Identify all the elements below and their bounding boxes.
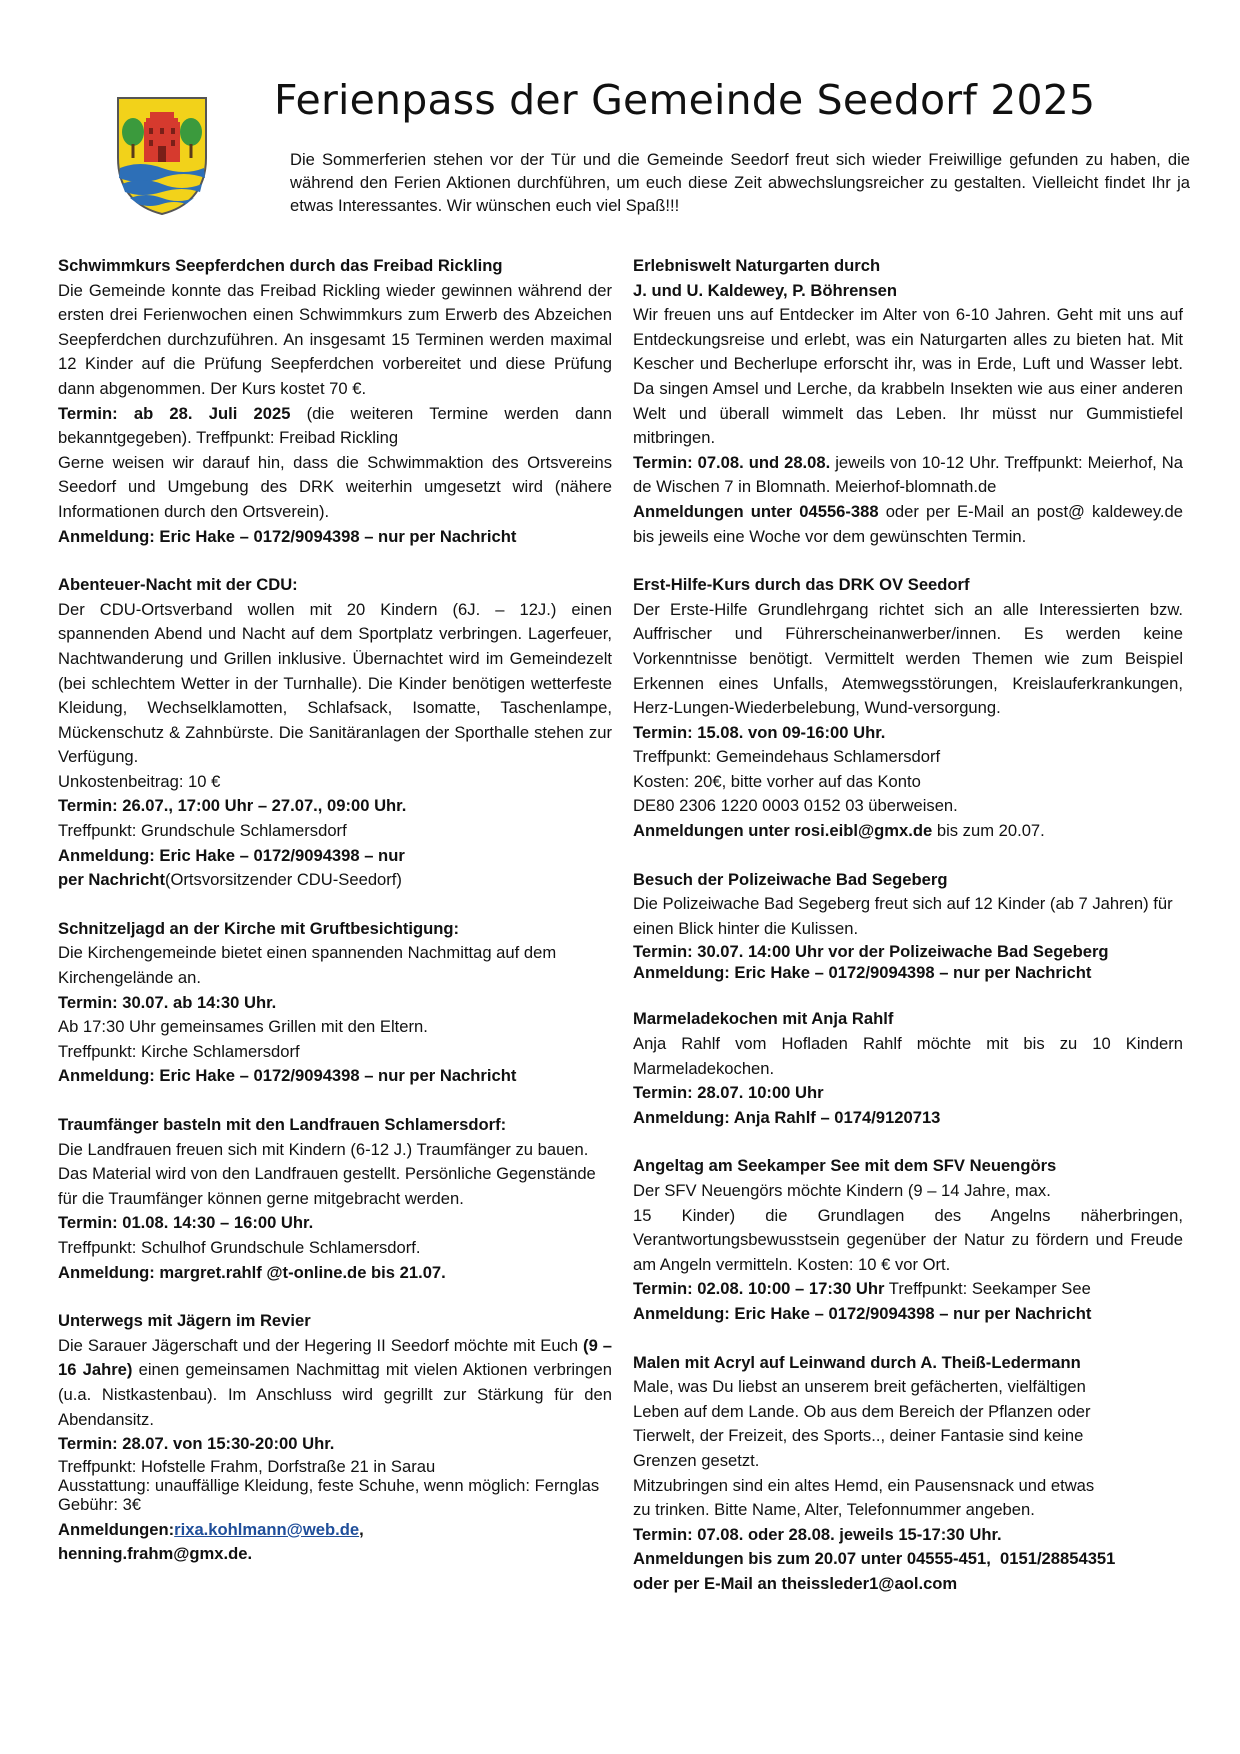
event-anmeldung-cont: oder per E-Mail an theissleder1@aol.com [633, 1573, 958, 1593]
event-abenteuer-nacht [58, 573, 612, 893]
event-anmeldung: Anmeldung: Anja Rahlf – 0174/9120713 [633, 1107, 941, 1127]
event-schwimmkurs [58, 254, 612, 549]
event-anmeldung-email: henning.frahm@gmx.de. [58, 1544, 253, 1564]
event-description: Der Erste-Hilfe Grundlehrgang richtet sich an alle Interessierten bzw. Auffrischer und Führerscheinanwerber/innen. Es werden keine Vorkenntnisse benötigt. Vermittelt werden Themen wie zum Beispiel Erkennen eines Unfalls, Atemwegsstörungen, Kreislauferkrankungen, Herz-Lungen-Wiederbelebung, Wund-versorgung. [633, 599, 1183, 718]
anmeldung-label: Anmeldungen: [58, 1519, 175, 1539]
termin-treffpunkt: Treffpunkt: Seekamper See [884, 1279, 1091, 1299]
event-description: Die Kirchengemeinde bietet einen spannenden Nachmittag auf dem Kirchengelände an. [58, 943, 557, 988]
event-anmeldung [58, 1518, 612, 1543]
event-line: zu trinken. Bitte Name, Alter, Telefonnummer angeben. [633, 1500, 1035, 1520]
event-gebuehr: Gebühr: 3€ [58, 1494, 142, 1514]
event-title: Traumfänger basteln mit den Landfrauen Schlamersdorf: [58, 1115, 507, 1134]
event-title: Malen mit Acryl auf Leinwand durch A. Theiß-Ledermann [633, 1352, 1081, 1372]
termin-label: Termin: 07.08. und 28.08. [633, 452, 831, 472]
event-kosten: Unkostenbeitrag: 10 € [58, 771, 221, 791]
event-description [58, 1334, 612, 1432]
event-description: Die Polizeiwache Bad Segeberg freut sich auf 12 Kinder (ab 7 Jahren) für einen Blick hinter die Kulissen. [633, 894, 1173, 938]
event-description: Anja Rahlf vom Hofladen Rahlf möchte mit bis zu 10 Kindern Marmeladekochen. [633, 1034, 1183, 1078]
event-anmeldung [633, 500, 1183, 549]
event-description: Der CDU-Ortsverband wollen mit 20 Kindern (6J. – 12J.) einen spannenden Abend und Nacht auf dem Sportplatz verbringen. Lagerfeuer, Nachtwanderung und Grillen inklusive. Übernachtet wird im Gemeindezelt (bei schlechtem Wetter in der Turnhalle). Die Kinder benötigen wetterfeste Kleidung, Wechselklamotten, Schlafsack, Isomatte, Taschenlampe, Mückenschutz & Zahnbürste. Die Sanitäranlagen der Sporthalle stehen zur Verfügung. [58, 599, 612, 767]
event-termin: Termin: 30.07. 14:00 Uhr vor der Polizeiwache Bad Segeberg [633, 942, 1109, 962]
event-title: Schnitzeljagd an der Kirche mit Gruftbesichtigung: [58, 918, 460, 938]
event-line: Grenzen gesetzt. [633, 1450, 760, 1470]
termin-label: Termin: ab 28. Juli 2025 [58, 403, 291, 423]
event-naturgarten [633, 254, 1183, 549]
event-termin [633, 1277, 1183, 1302]
anmeldung-details: oder per E-Mail an post@ kaldewey.de bis jeweils eine Woche vor dem gewünschten Termin. [633, 501, 1183, 546]
event-termin [58, 402, 612, 451]
termin-label: Termin: 02.08. 10:00 – 17:30 Uhr [633, 1279, 885, 1299]
event-line: Tierwelt, der Freizeit, des Sports.., deiner Fantasie sind keine [633, 1426, 1084, 1446]
event-termin: Termin: 15.08. von 09-16:00 Uhr. [633, 722, 886, 742]
event-title: Schwimmkurs Seepferdchen durch das Freibad Rickling [58, 256, 503, 275]
email-link[interactable]: rixa.kohlmann@web.de [174, 1519, 360, 1539]
page-title: Ferienpass der Gemeinde Seedorf 2025 [274, 76, 1096, 124]
anmeldung-bold: Anmeldungen unter 04556-388 [633, 501, 879, 521]
event-title: Marmeladekochen mit Anja Rahlf [633, 1009, 894, 1029]
event-termin [633, 451, 1183, 500]
event-note: Ab 17:30 Uhr gemeinsames Grillen mit den Eltern. [58, 1017, 428, 1037]
left-column [58, 254, 612, 1591]
event-polizeiwache [633, 868, 1183, 984]
event-anmeldung: Anmeldungen bis zum 20.07 unter 04555-451, 0151/28854351 [633, 1549, 1116, 1569]
event-anmeldung: Anmeldung: Eric Hake – 0172/9094398 – nur [58, 845, 405, 865]
event-malen [633, 1351, 1183, 1597]
event-line: Male, was Du liebst an unserem breit gefächerten, vielfältigen [633, 1377, 1086, 1397]
event-termin: Termin: 28.07. 10:00 Uhr [633, 1083, 824, 1103]
event-title: Unterwegs mit Jägern im Revier [58, 1311, 311, 1331]
event-description: Die Landfrauen freuen sich mit Kindern (6-12 J.) Traumfänger zu bauen. Das Material wird von den Landfrauen gestellt. Persönliche Gegenstände für die Traumfänger können gerne mitgebracht werden. [58, 1139, 596, 1208]
event-termin: Termin: 26.07., 17:00 Uhr – 27.07., 09:00 Uhr. [58, 796, 407, 816]
event-treffpunkt: Treffpunkt: Grundschule Schlamersdorf [58, 821, 347, 841]
event-title: Angeltag am Seekamper See mit dem SFV Neuengörs [633, 1156, 1057, 1176]
event-termin: Termin: 01.08. 14:30 – 16:00 Uhr. [58, 1213, 314, 1233]
event-title: Erlebniswelt Naturgarten durch [633, 256, 881, 275]
event-iban: DE80 2306 1220 0003 0152 03 überweisen. [633, 796, 958, 816]
event-description: Wir freuen uns auf Entdecker im Alter von 6-10 Jahren. Geht mit uns auf Entdeckungsreise und erlebt, was ein Naturgarten alles zu bieten hat. Mit Kescher und Becherlupe erforscht ihr, was in Erde, Luft und Wasser lebt. Da singen Amsel und Lerche, da krabbeln Insekten wie aus einer anderen Welt und überall wimmelt das Leben. Ihr müsst nur Gummistiefel mitbringen. [633, 305, 1183, 448]
event-note: Gerne weisen wir darauf hin, dass die Schwimmaktion des Ortsvereins Seedorf und Umgebung des DRK weiterhin umgesetzt wird (nähere Informationen durch den Ortsverein). [58, 452, 612, 521]
event-anmeldung-cont [58, 868, 612, 893]
event-title: Abenteuer-Nacht mit der CDU: [58, 575, 298, 595]
age-range: (9 – 16 Jahre) [58, 1335, 612, 1380]
event-kosten: Kosten: 20€, bitte vorher auf das Konto [633, 771, 921, 791]
event-traumfaenger [58, 1113, 612, 1285]
event-treffpunkt: Treffpunkt: Kirche Schlamersdorf [58, 1041, 300, 1061]
event-description: Der SFV Neuengörs möchte Kindern (9 – 14 Jahre, max. [633, 1181, 1051, 1200]
anmeldung-deadline: bis zum 20.07. [932, 821, 1045, 841]
event-erste-hilfe [633, 573, 1183, 844]
event-anmeldung: Anmeldung: Eric Hake – 0172/9094398 – nur per Nachricht [633, 1303, 1092, 1323]
event-termin: Termin: 30.07. ab 14:30 Uhr. [58, 992, 277, 1012]
event-jaeger [58, 1309, 612, 1567]
termin-details: (die weiteren Termine werden dann bekanntgegeben). Treffpunkt: Freibad Rickling [58, 403, 612, 448]
event-treffpunkt: Treffpunkt: Gemeindehaus Schlamersdorf [633, 747, 941, 767]
termin-details: jeweils von 10-12 Uhr. Treffpunkt: Meierhof, Na de Wischen 7 in Blomnath. Meierhof-blomnath.de [633, 452, 1183, 497]
event-schnitzeljagd [58, 917, 612, 1089]
event-anmeldung: Anmeldung: Eric Hake – 0172/9094398 – nur per Nachricht [58, 526, 517, 546]
event-description: Die Gemeinde konnte das Freibad Rickling wieder gewinnen während der ersten drei Ferienwochen einen Schwimmkurs zum Erwerb des Abzeichen Seepferdchen durchzuführen. An insgesamt 15 Terminen werden maximal 12 Kinder auf die Prüfung Seepferdchen vorbereitet und diese Prüfung dann abgenommen. Der Kurs kostet 70 €. [58, 280, 612, 398]
description-part: einen gemeinsamen Nachmittag mit vielen Aktionen verbringen (u.a. Nistkastenbau). Im Anschluss wird gegrillt zur Stärkung für den Abendansitz. [58, 1360, 613, 1429]
event-description-cont: 15 Kinder) die Grundlagen des Angelns näherbringen, Verantwortungsbewusstsein gegenüber der Natur zu fördern und Freude am Angeln vermitteln. Kosten: 10 € vor Ort. [633, 1205, 1183, 1274]
event-anmeldung: Anmeldung: margret.rahlf @t-online.de bis 21.07. [58, 1262, 446, 1282]
comma: , [359, 1519, 364, 1539]
event-title: Besuch der Polizeiwache Bad Segeberg [633, 869, 948, 889]
event-anmeldung: Anmeldung: Eric Hake – 0172/9094398 – nur per Nachricht [58, 1066, 517, 1086]
right-column [633, 254, 1183, 1621]
event-treffpunkt: Treffpunkt: Hofstelle Frahm, Dorfstraße 21 in Sarau [58, 1456, 436, 1476]
seedorf-crest-icon [116, 96, 208, 216]
event-termin: Termin: 07.08. oder 28.08. jeweils 15-17:30 Uhr. [633, 1524, 1002, 1544]
anmeldung-note: (Ortsvorsitzender CDU-Seedorf) [164, 870, 402, 890]
event-title: Erst-Hilfe-Kurs durch das DRK OV Seedorf [633, 575, 970, 595]
event-anmeldung: Anmeldung: Eric Hake – 0172/9094398 – nur per Nachricht [633, 963, 1092, 983]
event-line: Leben auf dem Lande. Ob aus dem Bereich der Pflanzen oder [633, 1401, 1091, 1421]
event-anmeldung [633, 819, 1183, 844]
event-line: Mitzubringen sind ein altes Hemd, ein Pausensnack und etwas [633, 1475, 1095, 1495]
event-ausstattung: Ausstattung: unauffällige Kleidung, feste Schuhe, wenn möglich: Fernglas [58, 1475, 600, 1495]
event-angeltag [633, 1154, 1183, 1326]
anmeldung-bold: per Nachricht [58, 870, 165, 890]
event-marmelade [633, 1007, 1183, 1130]
event-treffpunkt: Treffpunkt: Schulhof Grundschule Schlamersdorf. [58, 1237, 421, 1257]
event-title-cont: J. und U. Kaldewey, P. Böhrensen [633, 280, 898, 300]
anmeldung-bold: Anmeldungen unter rosi.eibl@gmx.de [633, 821, 933, 841]
intro-text: Die Sommerferien stehen vor der Tür und die Gemeinde Seedorf freut sich wieder Freiwillige gefunden zu haben, die während den Ferien Aktionen durchführen, um euch diese Zeit abwechslungsreicher zu gestalten. Vielleicht findet Ihr ja etwas Interessantes. Wir wünschen euch viel Spaß!!! [290, 150, 1190, 215]
event-termin: Termin: 28.07. von 15:30-20:00 Uhr. [58, 1434, 335, 1454]
description-part: Die Sarauer Jägerschaft und der Hegering II Seedorf möchte mit Euch [58, 1335, 584, 1355]
